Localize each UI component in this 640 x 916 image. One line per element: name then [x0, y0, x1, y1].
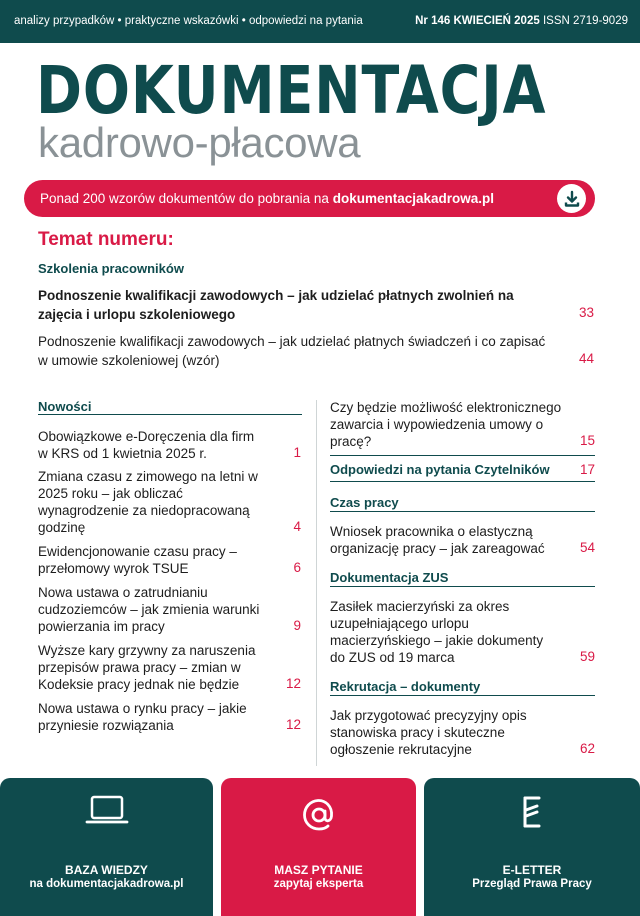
toc-item[interactable]: Zasiłek macierzyński za okres uzupełniającego urlopu macierzyńskiego – jakie dokumenty do ZUS od 19 marca [330, 599, 544, 665]
toc-item[interactable]: Czy będzie możliwość elektronicznego zawarcia i wypowiedzenia umowy o pracę? [330, 400, 562, 449]
featured-heading: Temat numeru: [38, 229, 174, 250]
laptop-icon [85, 794, 129, 833]
section-rule [38, 414, 302, 415]
section-rule [330, 511, 595, 512]
issn: ISSN 2719-9029 [542, 15, 628, 27]
banner-url[interactable]: dokumentacjakadrowa.pl [332, 191, 494, 206]
download-banner[interactable] [24, 180, 595, 217]
featured-page-1: 33 [578, 305, 594, 320]
toc-item[interactable]: Ewidencjonowanie czasu pracy – przełomowy wyrok TSUE [38, 544, 237, 576]
card-e-letter[interactable] [424, 778, 640, 916]
toc-page: 54 [579, 540, 595, 555]
at-sign-icon [298, 794, 340, 841]
card-masz-pytanie[interactable] [221, 778, 416, 916]
card-subtitle: na dokumentacjakadrowa.pl [29, 878, 184, 890]
section-nowosci: Nowości [38, 399, 92, 414]
toc-item[interactable]: Obowiązkowe e-Doręczenia dla firm w KRS od 1 kwietnia 2025 r. [38, 429, 255, 461]
toc-item[interactable]: Wyższe kary grzywny za naruszenia przepisów prawa pracy – zmian w Kodeksie pracy jednak nie będzie [38, 643, 256, 692]
featured-page-2: 44 [578, 351, 594, 366]
top-bar [0, 0, 640, 43]
section-rule [330, 455, 595, 456]
card-title: BAZA WIEDZY [65, 863, 148, 877]
card-subtitle: zapytaj eksperta [273, 878, 364, 890]
toc-item[interactable]: Wniosek pracownika o elastyczną organizację pracy – jak zareagować [330, 524, 545, 556]
section-czas-pracy: Czas pracy [330, 495, 399, 510]
toc-page: 4 [293, 519, 301, 534]
issue-info [415, 15, 628, 27]
section-odpowiedzi[interactable]: Odpowiedzi na pytania Czytelników [330, 462, 550, 477]
toc-page: 1 [293, 445, 301, 460]
banner-text [40, 191, 494, 206]
toc-item[interactable]: Jak przygotować precyzyjny opis stanowiska pracy i skuteczne ogłoszenie rekrutacyjne [330, 708, 527, 757]
toc-page: 15 [579, 433, 595, 448]
section-rekrutacja: Rekrutacja – dokumenty [330, 679, 481, 694]
section-dokumentacja-zus: Dokumentacja ZUS [330, 570, 449, 585]
download-icon[interactable] [557, 184, 586, 213]
section-rule [330, 586, 595, 587]
toc-page: 12 [285, 676, 301, 691]
banner-lead: Ponad 200 wzorów dokumentów do pobrania na [40, 191, 333, 206]
tagline: analizy przypadków • praktyczne wskazówki • odpowiedzi na pytania [14, 15, 363, 27]
featured-section: Szkolenia pracowników [38, 261, 184, 276]
issue-number: Nr 146 KWIECIEŃ 2025 [415, 15, 540, 27]
featured-item-1[interactable]: Podnoszenie kwalifikacji zawodowych – jak udzielać płatnych zwolnień na zajęcia i urlopu szkoleniowego [38, 288, 514, 322]
toc-item[interactable]: Nowa ustawa o zatrudnianiu cudzoziemców – jak zmienia warunki powierzania im pracy [38, 585, 260, 634]
toc-item[interactable]: Zmiana czasu z zimowego na letni w 2025 roku – jak obliczać wynagrodzenie za niedopracowaną godzinę [38, 469, 258, 535]
card-baza-wiedzy[interactable] [0, 778, 213, 916]
e-letter-icon [517, 794, 547, 835]
section-rule [330, 481, 595, 482]
card-subtitle: Przegląd Prawa Pracy [472, 878, 592, 890]
magazine-subtitle: kadrowo-płacowa [38, 119, 361, 166]
toc-page: 17 [579, 462, 595, 477]
toc-item[interactable]: Nowa ustawa o rynku pracy – jakie przyniesie rozwiązania [38, 701, 247, 733]
toc-page: 12 [285, 717, 301, 732]
toc-page: 9 [293, 618, 301, 633]
toc-page: 62 [579, 741, 595, 756]
magazine-title: DOKUMENTACJA [36, 52, 547, 129]
toc-page: 6 [293, 560, 301, 575]
toc-page: 59 [579, 649, 595, 664]
card-title: E-LETTER [502, 863, 562, 877]
featured-item-2[interactable]: Podnoszenie kwalifikacji zawodowych – jak udzielać płatnych świadczeń i co zapisać w umowie szkoleniowej (wzór) [38, 334, 546, 368]
card-title: MASZ PYTANIE [274, 863, 363, 877]
section-rule [330, 695, 595, 696]
column-divider [316, 400, 317, 766]
